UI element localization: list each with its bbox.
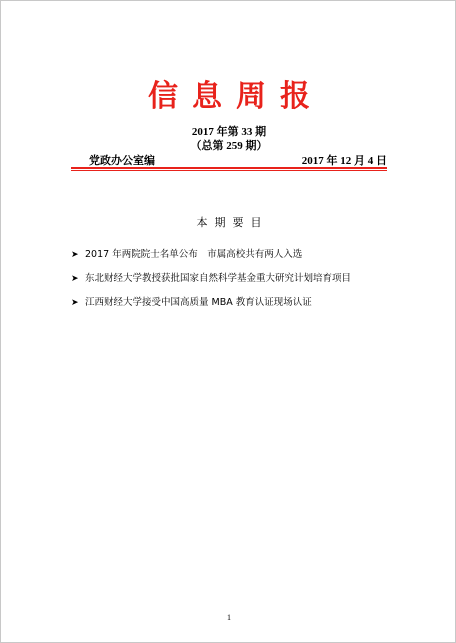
header-rule-thick: [71, 167, 387, 169]
arrow-bullet-icon: ➤: [71, 298, 79, 308]
toc-item[interactable]: [71, 249, 401, 273]
toc-item[interactable]: [71, 297, 401, 321]
toc-list: [71, 249, 401, 321]
toc-item-text: 2017 年两院院士名单公布 市属高校共有两人入选: [85, 249, 303, 260]
arrow-bullet-icon: ➤: [71, 274, 79, 284]
page-number: 1: [227, 613, 231, 622]
arrow-bullet-icon: ➤: [71, 250, 79, 260]
header-rule-thin: [71, 170, 387, 171]
editor-label: 党政办公室编: [89, 155, 155, 167]
toc-item-text: 江西财经大学接受中国高质量 MBA 教育认证现场认证: [85, 297, 312, 308]
toc-item-text: 东北财经大学教授获批国家自然科学基金重大研究计划培育项目: [85, 273, 352, 284]
issue-total: （总第 259 期）: [190, 140, 268, 152]
toc-title: 本期要目: [196, 216, 269, 229]
toc-item[interactable]: [71, 273, 401, 297]
masthead-title: 信息周报: [148, 79, 324, 114]
issue-date: 2017 年 12 月 4 日: [301, 155, 387, 167]
issue-number: 2017 年第 33 期: [191, 126, 267, 138]
